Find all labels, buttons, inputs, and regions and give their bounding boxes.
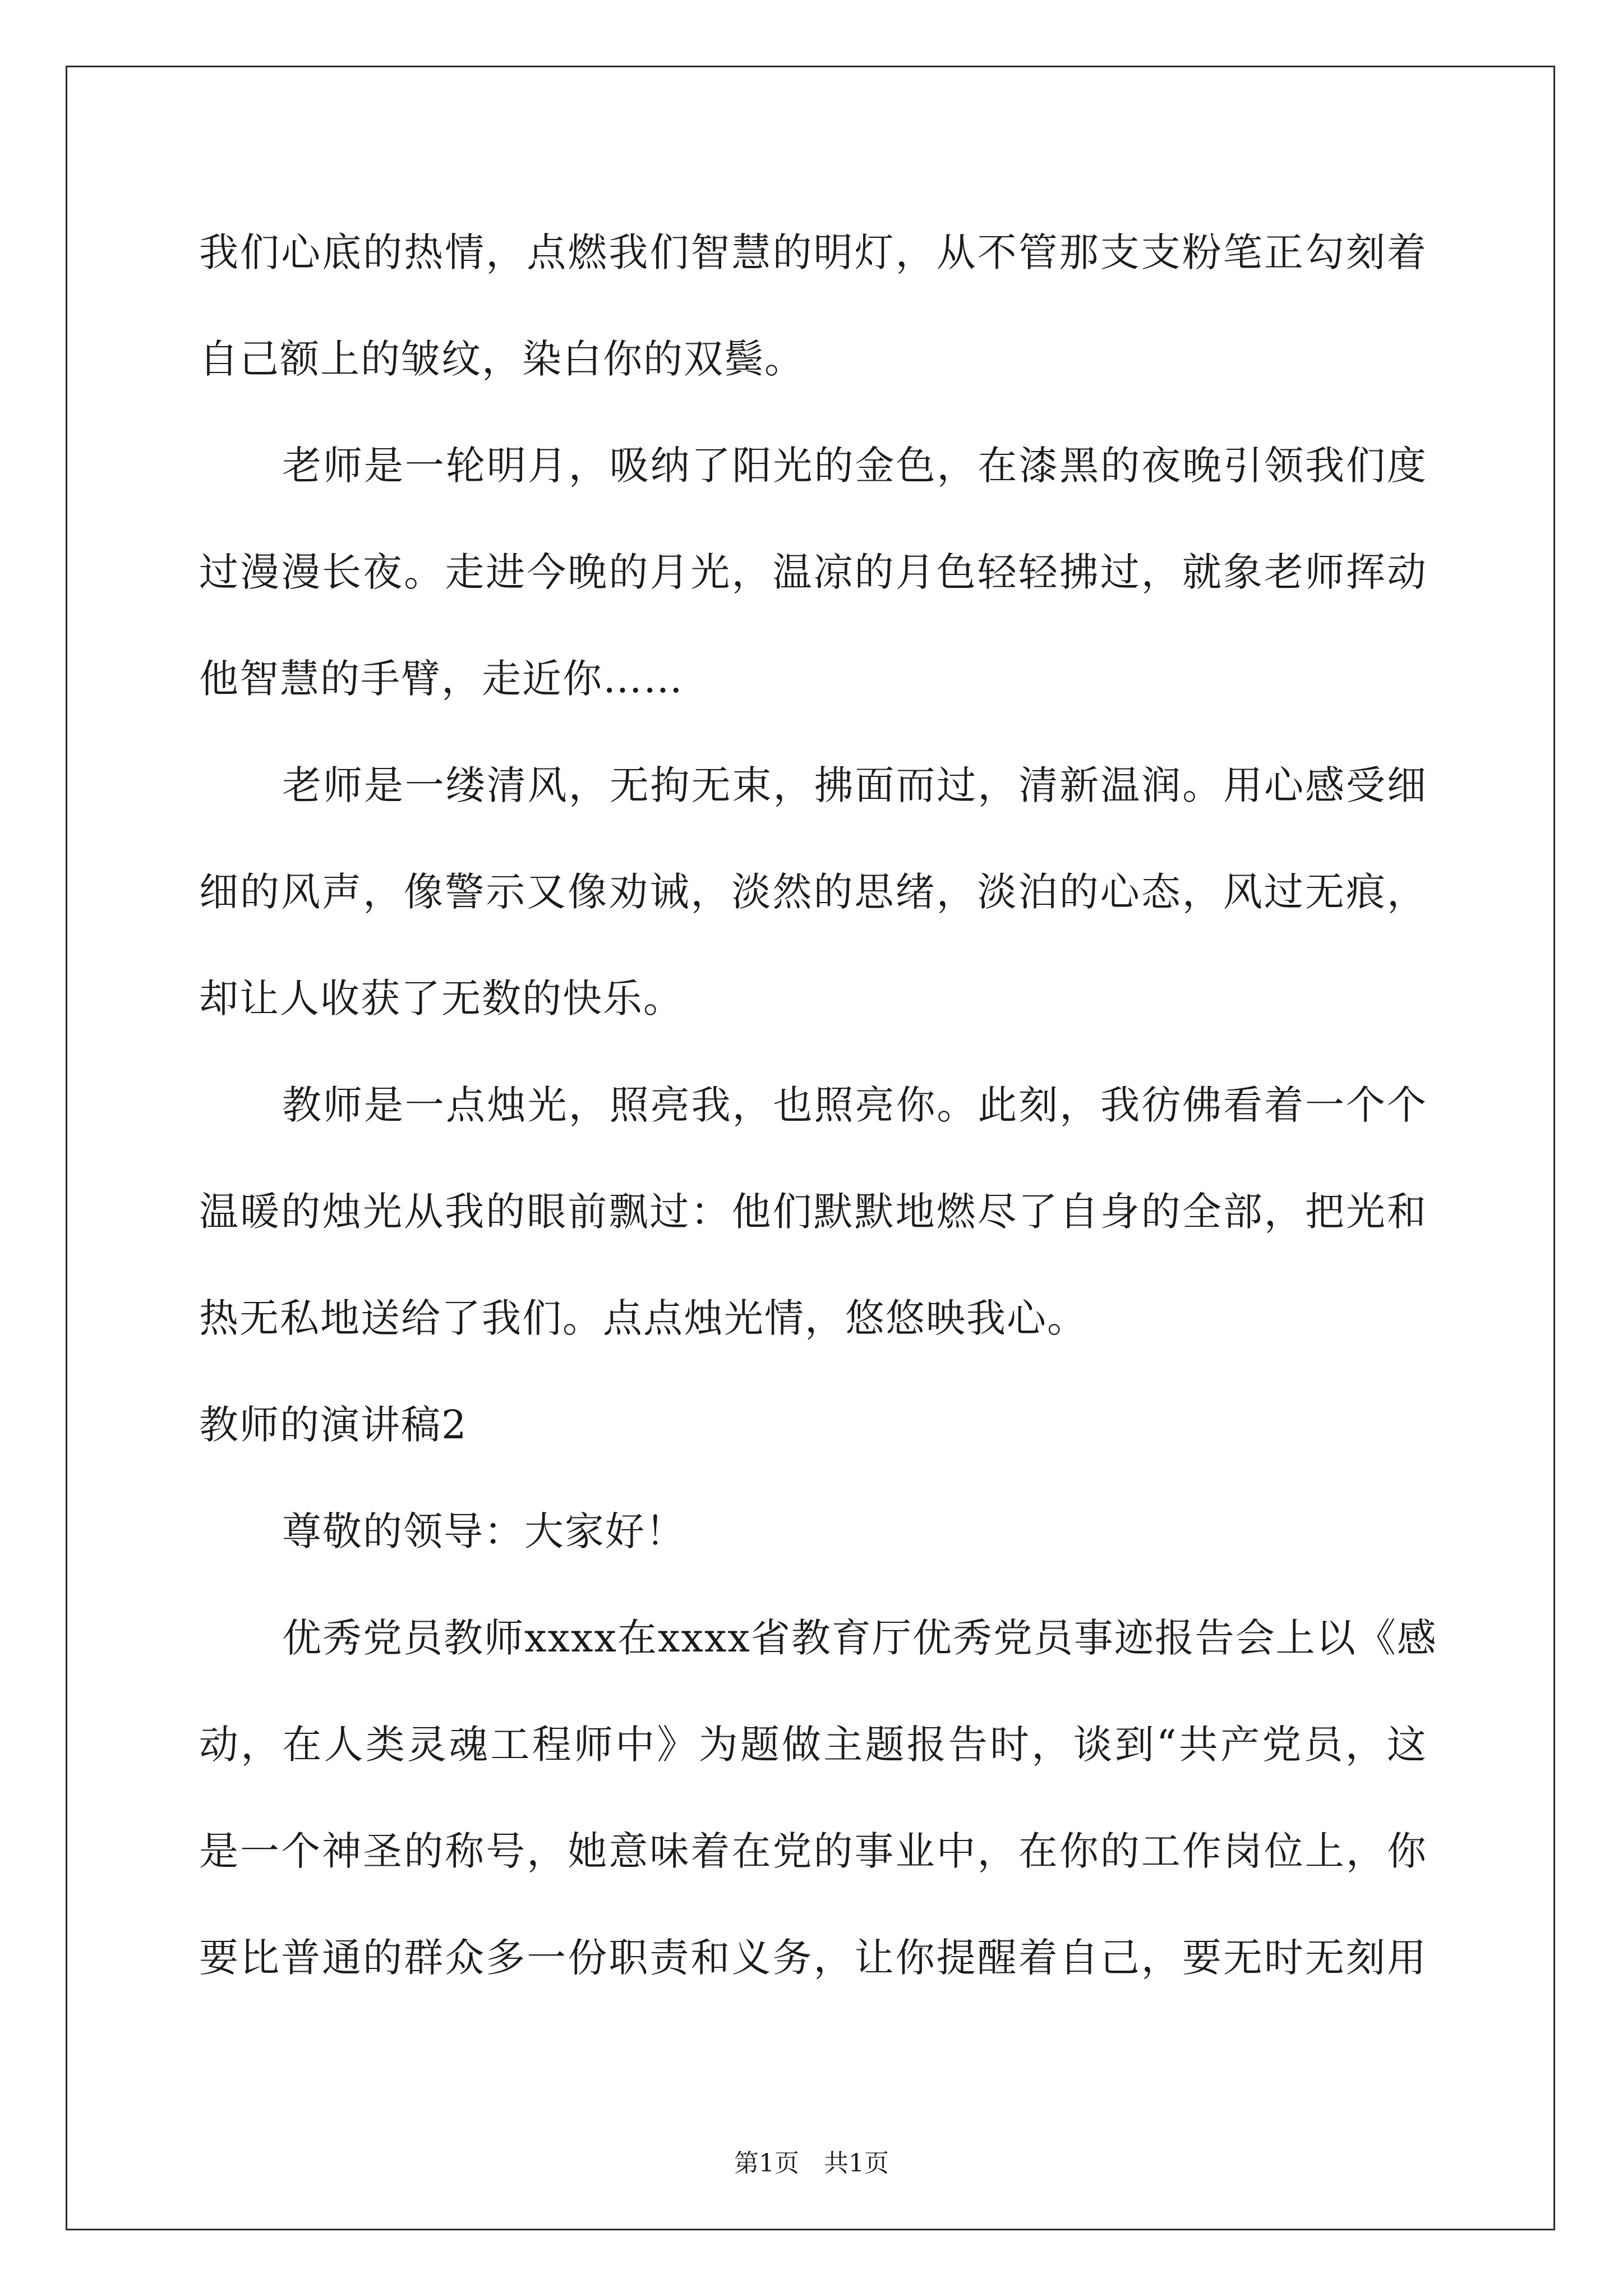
text-line: 热无私地送给了我们。点点烛光情，悠悠映我心。 — [199, 1295, 1087, 1341]
text-line: 老师是一缕清风，无拘无束，拂面而过，清新温润。用心感受细 — [282, 762, 1427, 808]
section-heading: 教师的演讲稿2 — [199, 1402, 468, 1448]
page-number: 第1页 共1页 — [734, 2149, 889, 2178]
document-body — [199, 199, 1437, 2011]
text-line: 动，在人类灵魂工程师中》为题做主题报告时，谈到“共产党员，这 — [199, 1722, 1427, 1768]
salutation: 尊敬的领导：大家好！ — [282, 1508, 686, 1554]
text-line: 老师是一轮明月，吸纳了阳光的金色，在漆黑的夜晚引领我们度 — [282, 443, 1427, 489]
text-line: 却让人收获了无数的快乐。 — [199, 976, 684, 1022]
text-line: 温暖的烛光从我的眼前飘过：他们默默地燃尽了自身的全部，把光和 — [199, 1189, 1427, 1235]
text-line: 教师是一点烛光，照亮我，也照亮你。此刻，我彷佛看着一个个 — [282, 1082, 1427, 1128]
text-line: 是一个神圣的称号，她意味着在党的事业中，在你的工作岗位上，你 — [199, 1828, 1427, 1874]
text-line: 我们心底的热情，点燃我们智慧的明灯，从不管那支支粉笔正勾刻着 — [199, 229, 1427, 275]
text-line: 优秀党员教师xxxx在xxxx省教育厅优秀党员事迹报告会上以《感 — [282, 1615, 1437, 1661]
text-line: 他智慧的手臂，走近你…… — [199, 656, 684, 702]
text-line: 要比普通的群众多一份职责和义务，让你提醒着自己，要无时无刻用 — [199, 1935, 1427, 1981]
text-line: 自己额上的皱纹，染白你的双鬓。 — [199, 336, 805, 382]
text-line: 过漫漫长夜。走进今晚的月光，温凉的月色轻轻拂过，就象老师挥动 — [199, 549, 1427, 595]
text-line: 细的风声，像警示又像劝诫，淡然的思绪，淡泊的心态，风过无痕， — [199, 869, 1427, 915]
